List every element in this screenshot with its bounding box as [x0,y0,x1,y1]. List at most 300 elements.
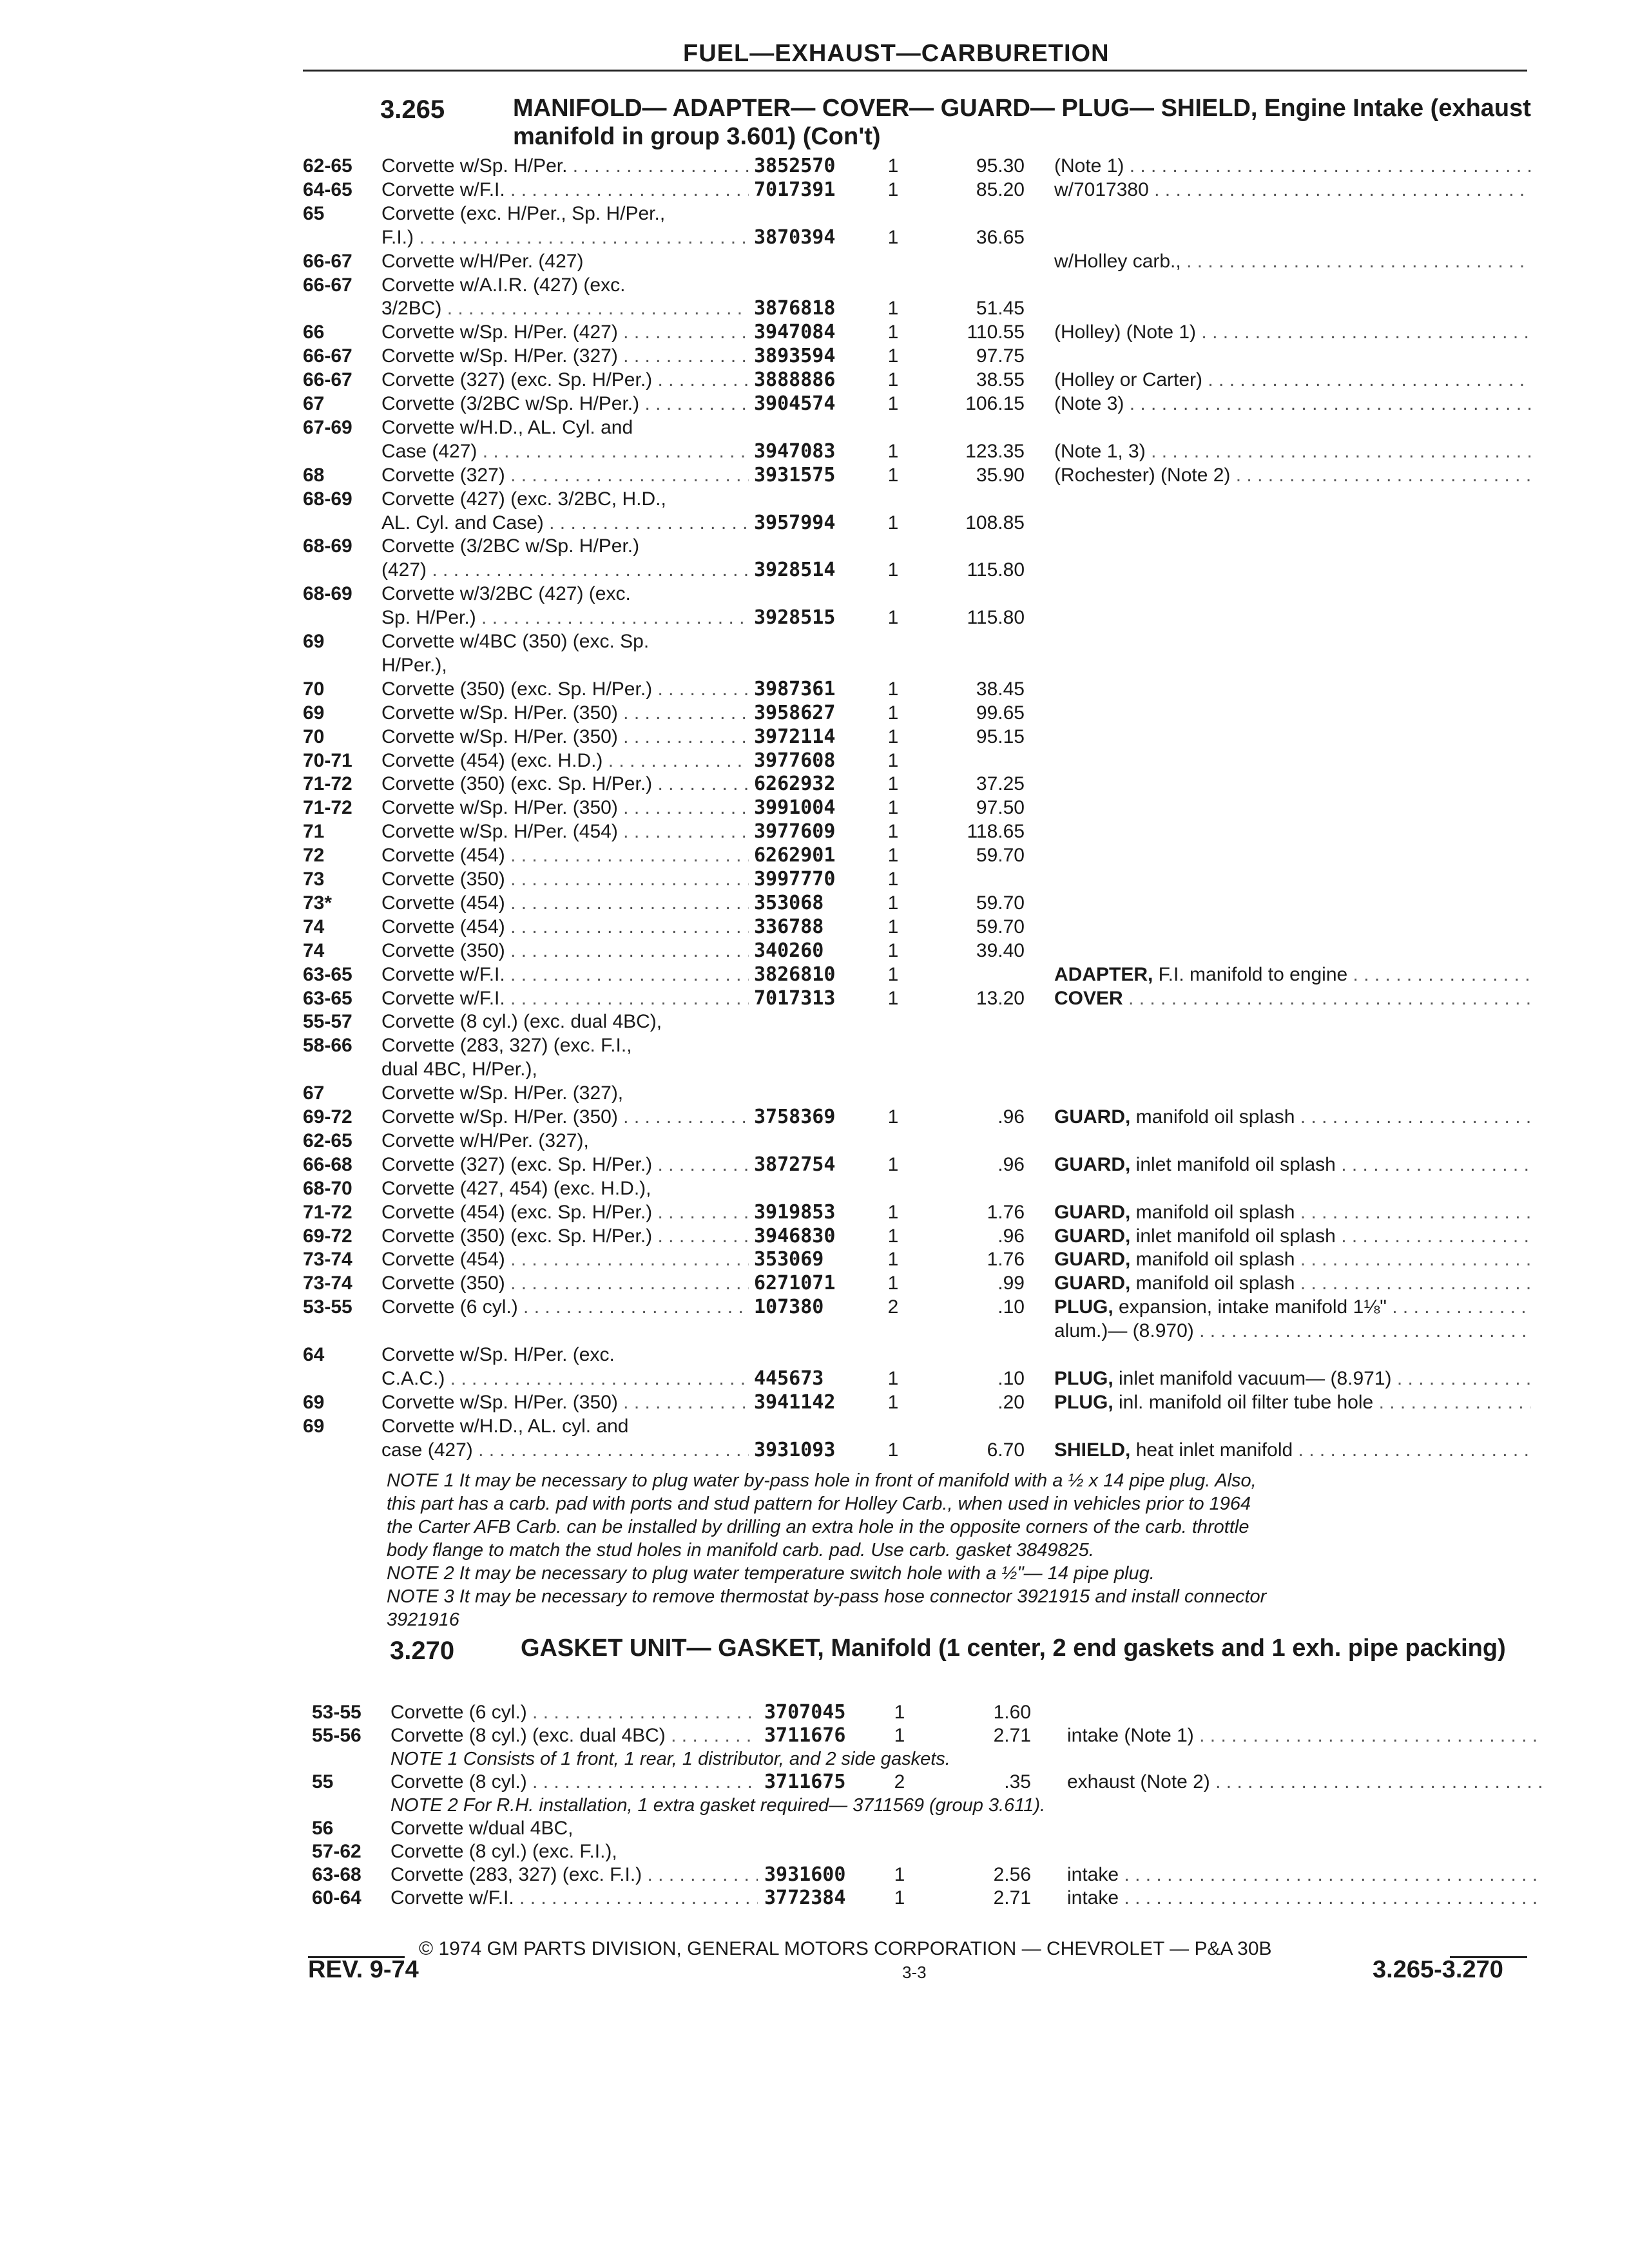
row-quantity: 1 [887,940,899,961]
row-application [1054,963,1531,986]
row-year: 69 [303,631,325,652]
table-row [0,250,1629,273]
row-quantity: 1 [887,393,899,414]
row-year: 74 [303,916,325,937]
table-row [0,1747,1629,1771]
row-part-number: 3876818 [754,297,836,320]
row-description [390,1863,758,1887]
row-description [381,1391,749,1414]
row-description-text: Corvette (6 cyl.) [390,1702,527,1723]
row-application-bold: GUARD, [1054,1106,1131,1128]
row-description-text: Corvette w/F.I. [390,1887,514,1908]
row-year: 74 [303,940,325,961]
row-description [390,1724,758,1747]
table-row [0,440,1629,463]
row-description [381,250,749,273]
row-description [381,1010,749,1033]
row-price: .10 [998,1368,1025,1389]
row-price: 38.55 [976,369,1025,390]
row-price: 59.70 [976,916,1025,937]
row-year: 69-72 [303,1225,352,1247]
row-application [1054,1106,1531,1129]
row-quantity: 1 [887,298,899,319]
footer-revision: REV. 9-74 [308,1956,419,1983]
row-application-text: (Rochester) (Note 2) [1054,465,1231,486]
row-price: 59.70 [976,845,1025,866]
table-row [0,464,1629,487]
table-row [0,1320,1629,1343]
row-description [381,1248,749,1271]
row-part-number: 3852570 [754,155,836,177]
row-application [1054,1367,1531,1390]
row-application-text: heat inlet manifold [1130,1439,1293,1461]
row-application [1054,155,1531,178]
row-part-number: 6271071 [754,1272,836,1294]
row-year: 62-65 [303,1130,352,1151]
row-description-text: Corvette (350) [381,1273,505,1294]
row-description-text: Corvette (454) (exc. H.D.) [381,750,603,771]
row-year: 66-67 [303,345,352,367]
row-quantity: 1 [887,678,899,700]
row-price: 35.90 [976,465,1025,486]
row-year: 72 [303,845,325,866]
row-part-number: 3928514 [754,559,836,581]
row-quantity: 1 [887,821,899,842]
table-row [0,1724,1629,1747]
table-row [0,1343,1629,1367]
row-application-text: (Holley) (Note 1) [1054,322,1197,343]
note-line: 3921916 [387,1610,459,1630]
table-row [0,1106,1629,1129]
row-part-number: 3977608 [754,749,836,772]
row-quantity: 1 [887,441,899,462]
table-row [0,369,1629,392]
row-quantity: 1 [887,1392,899,1413]
row-quantity: 1 [887,750,899,771]
row-application-bold: GUARD, [1054,1202,1131,1223]
row-application [1054,1272,1531,1295]
row-application-text: manifold oil splash [1130,1273,1295,1294]
row-year: 63-68 [312,1864,361,1885]
row-description-text: Corvette (350) (exc. Sp. H/Per.) [381,773,653,794]
row-description [381,868,749,891]
row-price: 97.75 [976,345,1025,367]
row-year: 73-74 [303,1249,352,1270]
row-description-text: Corvette (454) [381,845,505,866]
row-price: .35 [1004,1771,1031,1792]
table-row [0,773,1629,796]
row-description [381,1296,749,1319]
row-quantity: 1 [887,512,899,533]
row-price: .96 [998,1225,1025,1247]
row-description-text: Corvette w/H/Per. (327), [381,1130,589,1151]
row-application-text: (Holley or Carter) [1054,369,1203,390]
table-row [0,726,1629,749]
row-application [1054,1296,1531,1319]
table-row [0,1248,1629,1271]
row-description-text: AL. Cyl. and Case) [381,512,544,533]
row-price: 85.20 [976,179,1025,200]
row-part-number: 6262932 [754,773,836,795]
row-part-number: 353068 [754,892,824,914]
row-description [381,892,749,915]
table-row [0,1840,1629,1863]
row-application [1054,250,1531,273]
row-price: 59.70 [976,892,1025,914]
table-row [0,1272,1629,1295]
row-application-text: F.I. manifold to engine [1153,964,1348,985]
section-title-2: GASKET UNIT— GASKET, Manifold (1 center, 2 end gaskets and 1 exh. pipe packing) [521,1635,1506,1662]
row-description [381,440,749,463]
row-description [381,1129,749,1153]
row-description-text: Corvette (3/2BC w/Sp. H/Per.) [381,393,640,414]
row-application [1054,1439,1531,1462]
row-description-text: Corvette w/F.I. [381,988,505,1009]
row-part-number: 3707045 [764,1701,846,1724]
row-description-text: Corvette w/4BC (350) (exc. Sp. [381,631,650,652]
row-part-number: 336788 [754,916,824,938]
row-description [381,559,749,582]
row-description-text: Corvette (8 cyl.) [390,1771,527,1792]
row-year: 68-69 [303,488,352,510]
row-description-text: Corvette w/Sp. H/Per. (454) [381,821,618,842]
row-year: 53-55 [312,1702,361,1723]
row-part-number: 3987361 [754,678,836,700]
table-row [0,1863,1629,1887]
row-year: 73-74 [303,1273,352,1294]
row-year: 65 [303,203,325,224]
row-quantity: 1 [887,916,899,937]
table-row [0,1082,1629,1105]
row-part-number: 3931093 [754,1439,836,1461]
row-quantity: 1 [887,1225,899,1247]
row-description [381,488,749,511]
row-application: intake . . . [1067,1887,1544,1910]
row-quantity: 1 [887,322,899,343]
row-part-number: 3957994 [754,512,836,534]
table-row [0,488,1629,511]
row-part-number: 3758369 [754,1106,836,1128]
row-year: 64 [303,1344,325,1365]
row-price: .99 [998,1273,1025,1294]
footer-copyright: © 1974 GM PARTS DIVISION, GENERAL MOTORS CORPORATION — CHEVROLET — P&A 30B [419,1938,1272,1959]
row-year: 55-56 [312,1725,361,1746]
row-description [381,1058,749,1081]
table-row [0,559,1629,582]
row-description-text: Corvette (327) (exc. Sp. H/Per.) [381,369,653,390]
row-quantity: 1 [894,1864,905,1885]
table-row [0,274,1629,297]
row-description [381,345,749,368]
row-part-number: 3931575 [754,464,836,486]
row-part-number: 6262901 [754,844,836,867]
row-description [381,963,749,986]
row-description [381,773,749,796]
row-part-number: 3931600 [764,1863,846,1886]
header-rule [303,70,1527,72]
row-description-text: Corvette w/Sp. H/Per. (350) [381,702,618,724]
row-part-number: 3826810 [754,963,836,986]
row-year: 70-71 [303,750,352,771]
row-description [381,1415,749,1438]
row-application-bold: PLUG, [1054,1296,1113,1318]
row-description-text: Corvette (350) (exc. Sp. H/Per.) [381,1225,653,1247]
row-application-text: (Note 1, 3) [1054,441,1146,462]
row-price: 118.65 [967,821,1025,842]
note-line: NOTE 3 It may be necessary to remove thermostat by-pass hose connector 3921915 and install connector [387,1586,1267,1607]
row-part-number: 3997770 [754,868,836,890]
row-description [381,916,749,939]
table-row [0,155,1629,178]
row-quantity: 1 [887,607,899,628]
row-application-text: w/7017380 [1054,179,1149,200]
row-price: 37.25 [976,773,1025,794]
row-part-number: 7017313 [754,987,836,1010]
table-row [0,1887,1629,1910]
row-description-text: Corvette w/A.I.R. (427) (exc. [381,274,626,296]
row-quantity: 1 [894,1725,905,1746]
row-year: 66-67 [303,274,352,296]
row-application [1054,1391,1531,1414]
row-year: 67 [303,393,325,414]
row-part-number: 3947083 [754,440,836,463]
row-application-text: manifold oil splash [1130,1249,1295,1270]
row-part-number: 3928515 [754,606,836,629]
row-description [381,369,749,392]
row-description-text: Corvette (exc. H/Per., Sp. H/Per., [381,203,666,224]
row-description [381,702,749,725]
row-part-number: 3947084 [754,321,836,343]
row-year: 73* [303,892,333,914]
table-row [0,892,1629,915]
row-description [381,1225,749,1248]
row-year: 63-65 [303,988,352,1009]
table-row [0,868,1629,891]
table-row [0,963,1629,986]
row-year: 70 [303,678,325,700]
section-title: MANIFOLD— ADAPTER— COVER— GUARD— PLUG— SHIELD, Engine Intake (exhaust manifold in group 3.601) (Con't) [513,95,1531,150]
row-part-number: 3888886 [754,369,836,391]
table-row [0,226,1629,249]
note-line: NOTE 1 It may be necessary to plug water by-pass hole in front of manifold with a ½ x 14 pipe plug. Also, [387,1470,1257,1491]
row-application-text: expansion, intake manifold 1⅛" [1113,1296,1387,1318]
row-description [381,939,749,963]
row-price: 95.15 [976,726,1025,747]
row-application-bold: PLUG, [1054,1392,1113,1413]
row-quantity: 1 [887,1202,899,1223]
row-quantity: 1 [894,1887,905,1908]
row-quantity: 1 [887,227,899,248]
row-application [1054,440,1531,463]
table-row [0,1296,1629,1319]
table-row [0,654,1629,677]
row-description-text: Corvette (8 cyl.) (exc. F.I.), [390,1841,617,1862]
row-part-number: 7017391 [754,178,836,201]
row-price: 6.70 [987,1439,1025,1461]
row-year: 69-72 [303,1106,352,1128]
row-quantity: 1 [887,559,899,581]
row-description-text: Corvette (454) (exc. Sp. H/Per.) [381,1202,653,1223]
row-quantity: 1 [887,845,899,866]
table-row [0,1367,1629,1390]
row-description-text: Corvette w/H.D., AL. cyl. and [381,1416,629,1437]
row-year: 70 [303,726,325,747]
row-description-text: F.I.) [381,227,414,248]
row-description-text: Corvette (350) [381,869,505,890]
row-description [381,1367,749,1390]
row-application-text: manifold oil splash [1130,1202,1295,1223]
row-year: 71-72 [303,1202,352,1223]
row-part-number: 3977609 [754,820,836,843]
row-price: 38.45 [976,678,1025,700]
note-line: NOTE 2 For R.H. installation, 1 extra gasket required— 3711569 (group 3.611). [390,1795,1046,1816]
row-description-text: Corvette w/3/2BC (427) (exc. [381,583,631,604]
row-price: .96 [998,1154,1025,1175]
row-quantity: 1 [887,1154,899,1175]
row-part-number: 3772384 [764,1887,846,1909]
table-row [0,345,1629,368]
row-price: .20 [998,1392,1025,1413]
row-application-bold: COVER [1054,988,1123,1009]
row-quantity: 1 [887,964,899,985]
row-year: 53-55 [303,1296,352,1318]
table-row [0,678,1629,701]
row-application [1054,1320,1531,1343]
row-price: 95.30 [976,155,1025,177]
row-year: 64-65 [303,179,352,200]
row-price: .10 [998,1296,1025,1318]
row-quantity: 1 [894,1702,905,1723]
row-part-number: 340260 [754,939,824,962]
row-part-number: 3919853 [754,1201,836,1224]
row-price: 1.76 [987,1249,1025,1270]
table-row [0,630,1629,653]
row-part-number: 3711676 [764,1724,846,1747]
row-quantity: 2 [894,1771,905,1792]
table-row [0,939,1629,963]
row-description-text: H/Per.), [381,655,447,676]
note-line: the Carter AFB Carb. can be installed by drilling an extra hole in the opposite corners of the carb. throttle [387,1517,1249,1537]
row-application-bold: ADAPTER, [1054,964,1153,985]
row-description-text: dual 4BC, H/Per.), [381,1059,537,1080]
note-line: this part has a carb. pad with ports and stud pattern for Holley Carb., when used in vehicles prior to 1964 [387,1494,1251,1514]
row-description-text: Corvette w/Sp. H/Per. (350) [381,797,618,818]
row-year: 71 [303,821,325,842]
table-row [0,178,1629,202]
row-year: 71-72 [303,797,352,818]
table-row [0,749,1629,773]
row-description-text: Case (427) [381,441,477,462]
row-description [381,202,749,226]
row-description-text: Corvette (283, 327) (exc. F.I.) [390,1864,642,1885]
row-application [1054,178,1531,202]
table-row [0,1153,1629,1177]
row-application-text: inlet manifold vacuum— (8.971) [1113,1368,1392,1389]
row-description-text: Corvette (327) [381,465,505,486]
row-year: 66-67 [303,251,352,272]
row-year: 58-66 [303,1035,352,1056]
row-description [381,226,749,249]
table-row [0,535,1629,558]
row-part-number: 3872754 [754,1153,836,1176]
row-year: 69 [303,1416,325,1437]
row-description [381,297,749,320]
table-row [0,1817,1629,1840]
row-part-number: 107380 [754,1296,824,1318]
row-year: 67 [303,1082,325,1104]
row-price: 108.85 [965,512,1025,533]
row-description-text: 3/2BC) [381,298,442,319]
row-description [381,1153,749,1177]
row-price: 115.80 [967,559,1025,581]
table-row [0,702,1629,725]
row-application [1054,987,1531,1010]
table-row [0,1177,1629,1200]
row-application-bold: GUARD, [1054,1225,1131,1247]
row-description [381,178,749,202]
row-description-text: Corvette (283, 327) (exc. F.I., [381,1035,632,1056]
row-quantity: 1 [887,1439,899,1461]
row-year: 71-72 [303,773,352,794]
row-part-number: 3904574 [754,392,836,415]
row-description [381,1106,749,1129]
row-description-text: Corvette (427, 454) (exc. H.D.), [381,1178,651,1199]
row-application-text: alum.)— (8.970) [1054,1320,1194,1341]
row-price: 39.40 [976,940,1025,961]
row-year: 66-67 [303,369,352,390]
row-quantity: 1 [887,773,899,794]
row-description-text: Corvette (350) [381,940,505,961]
row-year: 63-65 [303,964,352,985]
row-description [381,1272,749,1295]
table-row [0,1415,1629,1438]
row-quantity: 1 [887,1368,899,1389]
row-quantity: 1 [887,1249,899,1270]
row-year: 55-57 [303,1011,352,1032]
row-description-text: C.A.C.) [381,1368,445,1389]
row-description-text: Corvette w/H.D., AL. Cyl. and [381,417,633,438]
row-description-text: (427) [381,559,427,581]
row-part-number: 445673 [754,1367,824,1390]
page-header-title: FUEL—EXHAUST—CARBURETION [683,40,1110,67]
row-description-text: Corvette w/Sp. H/Per. (327) [381,345,618,367]
row-description [381,820,749,843]
row-part-number: 3941142 [754,1391,836,1414]
row-description-text: Corvette (454) [381,1249,505,1270]
row-quantity: 1 [887,155,899,177]
table-row [0,1391,1629,1414]
table-row [0,512,1629,535]
row-price: 13.20 [976,988,1025,1009]
row-description-text: Corvette (8 cyl.) (exc. dual 4BC) [390,1725,666,1746]
row-year: 68-70 [303,1178,352,1199]
table-row [0,820,1629,843]
table-row [0,1439,1629,1462]
row-quantity: 1 [887,726,899,747]
row-year: 73 [303,869,325,890]
row-application-text: (Note 1) [1054,155,1124,177]
row-description [381,749,749,773]
row-description-text: Corvette (454) [381,892,505,914]
row-year: 68 [303,465,325,486]
row-price: .96 [998,1106,1025,1128]
row-description [381,654,749,677]
row-year: 69 [303,1392,325,1413]
row-description-text: Corvette (427) (exc. 3/2BC, H.D., [381,488,666,510]
row-price: 115.80 [967,607,1025,628]
row-description [390,1887,758,1910]
row-application [1054,392,1531,416]
